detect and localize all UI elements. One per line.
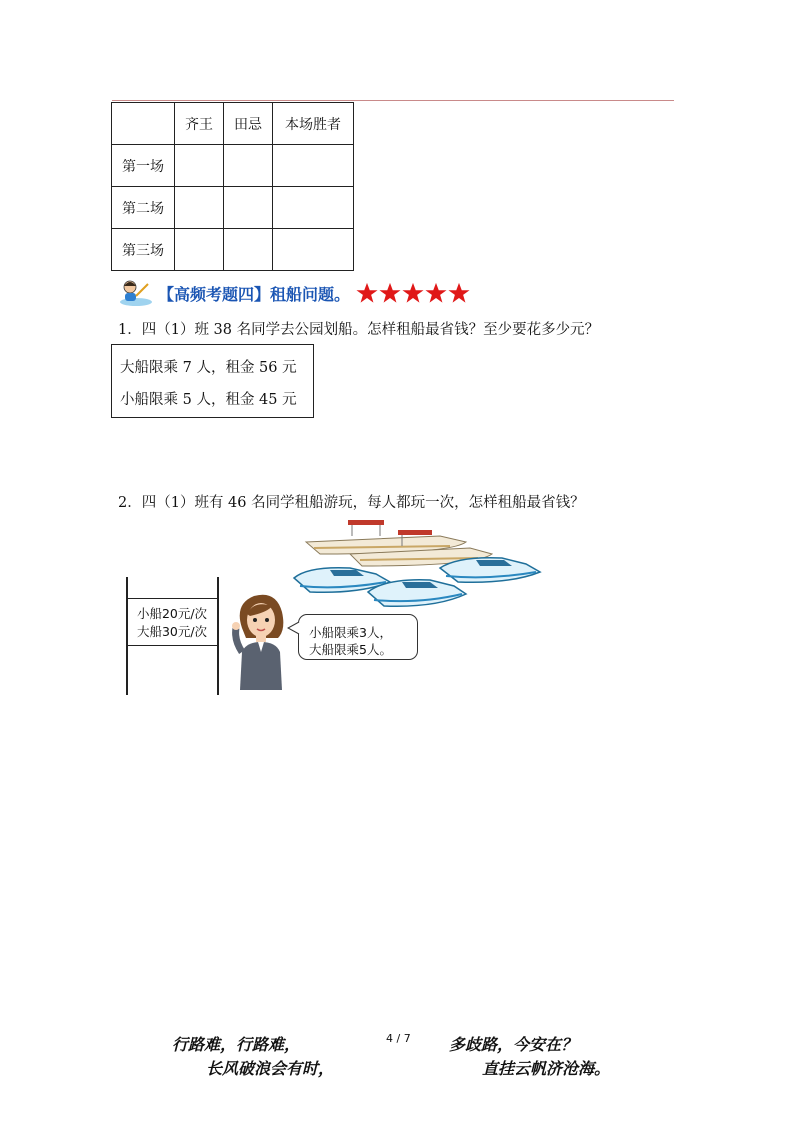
star-icon [379, 282, 401, 304]
star-icon [356, 282, 378, 304]
table-header-cell [112, 103, 175, 145]
small-boat-fare: 小船20元/次 [136, 606, 208, 621]
speech-bubble [298, 614, 418, 660]
question-1-text: 1．四（1）班 38 名同学去公园划船。怎样租船最省钱？至少要花多少元？ [118, 322, 600, 338]
table-cell[interactable] [273, 229, 354, 271]
table-header-cell: 本场胜者 [273, 103, 354, 145]
table-cell[interactable] [224, 229, 273, 271]
table-header-cell: 齐王 [175, 103, 224, 145]
boat-price-box [111, 344, 314, 418]
page-number: 4 / 7 [386, 1032, 411, 1045]
table-cell[interactable] [273, 145, 354, 187]
row-label: 第一场 [112, 145, 175, 187]
section-title: 【高频考题四】租船问题。 [158, 284, 351, 304]
star-icon [448, 282, 470, 304]
teacher-illustration [228, 588, 294, 690]
footer-line1-left: 行路难，行路难， [172, 1035, 301, 1054]
table-cell[interactable] [224, 187, 273, 229]
student-writing-icon [118, 278, 154, 308]
big-boat-fare: 大船30元/次 [136, 624, 208, 639]
bubble-tail [287, 620, 301, 636]
price-sign [126, 598, 218, 646]
question-2-text: 2．四（1）班有 46 名同学租船游玩，每人都玩一次，怎样租船最省钱？ [118, 495, 585, 511]
table-cell[interactable] [175, 187, 224, 229]
motorboat-icon [440, 558, 540, 583]
header-rule [112, 100, 674, 101]
bubble-big-boat: 大船限乘5人。 [309, 642, 392, 657]
row-label: 第三场 [112, 229, 175, 271]
table-cell[interactable] [175, 145, 224, 187]
motorboat-icon [368, 580, 466, 607]
bubble-small-boat: 小船限乘3人， [309, 625, 392, 640]
footer-line1-right: 多歧路，今安在？ [449, 1035, 578, 1054]
section-heading [118, 278, 470, 308]
table-cell[interactable] [175, 229, 224, 271]
table-header-cell: 田忌 [224, 103, 273, 145]
table-cell[interactable] [273, 187, 354, 229]
footer-line2-left: 长风破浪会有时， [206, 1059, 335, 1078]
big-boat-price: 大船限乘 7 人，租金 56 元 [120, 360, 297, 376]
row-label: 第二场 [112, 187, 175, 229]
small-boat-price: 小船限乘 5 人，租金 45 元 [120, 392, 297, 408]
match-table [111, 102, 354, 271]
table-row [112, 187, 354, 229]
star-icon [402, 282, 424, 304]
table-row [112, 145, 354, 187]
boats-illustration [290, 514, 542, 614]
difficulty-stars [356, 282, 470, 304]
footer-line2-right: 直挂云帆济沧海。 [482, 1059, 611, 1078]
table-cell[interactable] [224, 145, 273, 187]
table-row [112, 229, 354, 271]
star-icon [425, 282, 447, 304]
table-header-row [112, 103, 354, 145]
